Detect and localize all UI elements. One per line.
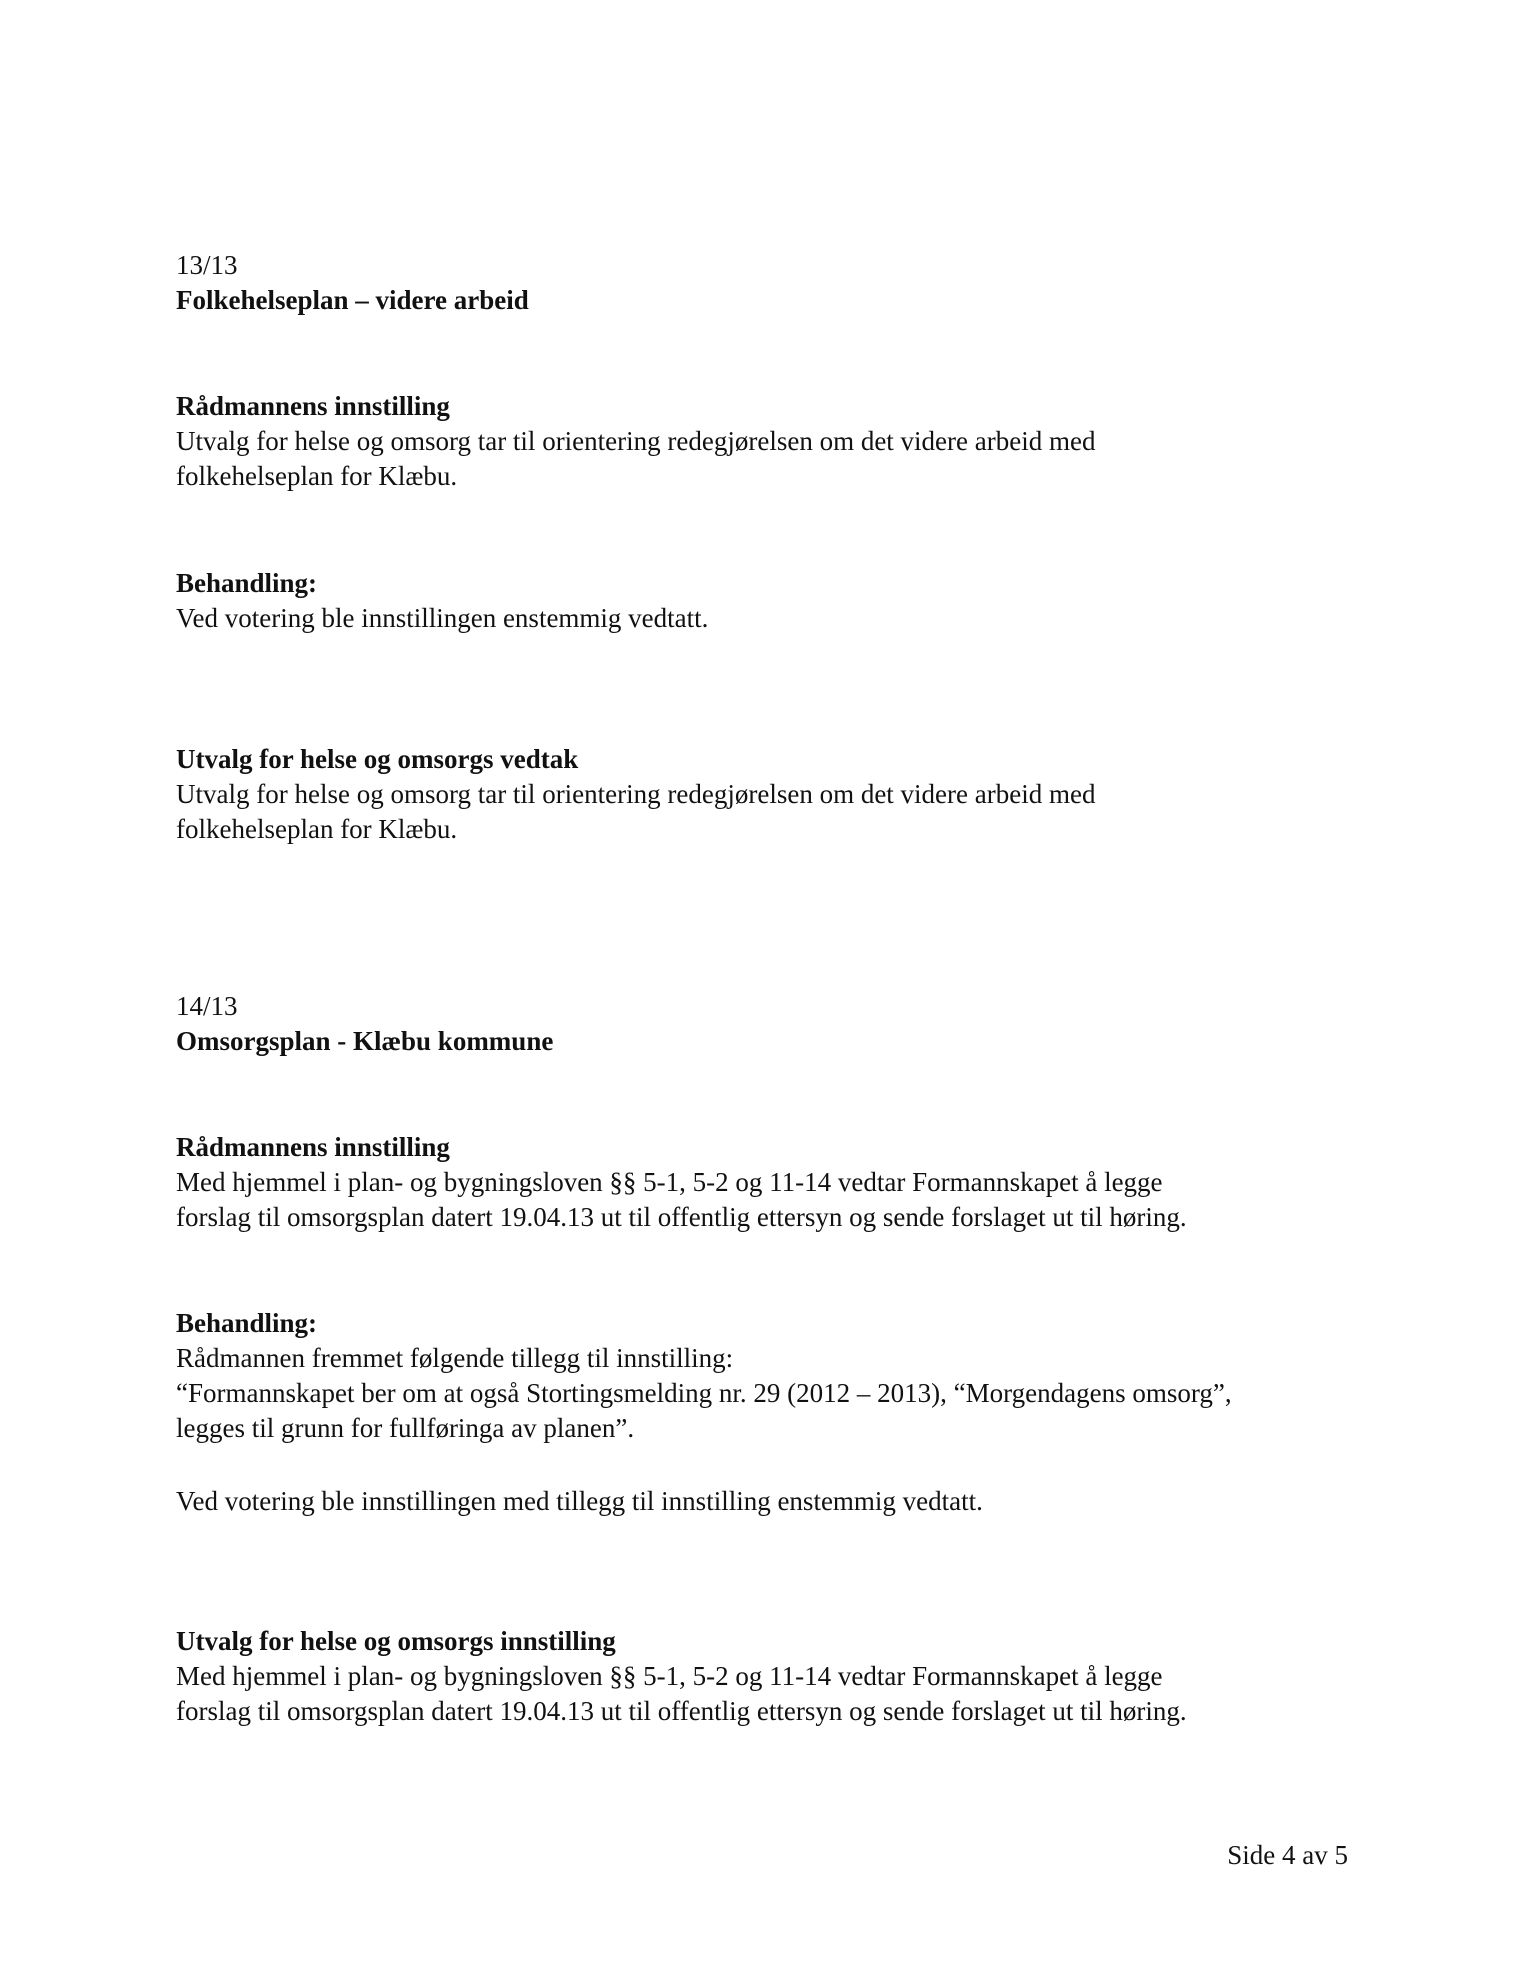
case-number: 13/13 [176, 250, 238, 280]
section-heading: Utvalg for helse og omsorgs innstilling [176, 1626, 616, 1656]
paragraph-line: Ved votering ble innstillingen med tillegg til innstilling enstemmig vedtatt. [176, 1486, 983, 1516]
section-heading: Behandling: [176, 568, 318, 598]
treatment-section-1 [176, 566, 1376, 636]
page-number: Side 4 av 5 [1227, 1840, 1348, 1870]
case-number: 14/13 [176, 991, 238, 1021]
decision-section-1 [176, 742, 1376, 847]
case-header-2 [176, 989, 1376, 1059]
treatment-section-2 [176, 1306, 1376, 1446]
paragraph-line: legges til grunn for fullføringa av planen”. [176, 1413, 635, 1443]
paragraph-line: folkehelseplan for Klæbu. [176, 461, 458, 491]
recommendation-section-1 [176, 389, 1376, 494]
paragraph-line: Med hjemmel i plan- og bygningsloven §§ 5-1, 5-2 og 11-14 vedtar Formannskapet å legge [176, 1167, 1163, 1197]
section-heading: Rådmannens innstilling [176, 1132, 450, 1162]
paragraph-line: forslag til omsorgsplan datert 19.04.13 ut til offentlig ettersyn og sende forslaget ut til høring. [176, 1696, 1187, 1726]
case-title: Omsorgsplan - Klæbu kommune [176, 1026, 554, 1056]
section-heading: Utvalg for helse og omsorgs vedtak [176, 744, 579, 774]
paragraph-line: folkehelseplan for Klæbu. [176, 814, 458, 844]
section-heading: Behandling: [176, 1308, 318, 1338]
paragraph-line: Utvalg for helse og omsorg tar til orientering redegjørelsen om det videre arbeid med [176, 426, 1096, 456]
case-title: Folkehelseplan – videre arbeid [176, 285, 529, 315]
paragraph-line: forslag til omsorgsplan datert 19.04.13 ut til offentlig ettersyn og sende forslaget ut til høring. [176, 1202, 1187, 1232]
case-header-1 [176, 248, 1376, 318]
paragraph-line: Ved votering ble innstillingen enstemmig vedtatt. [176, 603, 709, 633]
paragraph-line: Med hjemmel i plan- og bygningsloven §§ 5-1, 5-2 og 11-14 vedtar Formannskapet å legge [176, 1661, 1163, 1691]
paragraph-line: Utvalg for helse og omsorg tar til orientering redegjørelsen om det videre arbeid med [176, 779, 1096, 809]
paragraph-line: Rådmannen fremmet følgende tillegg til innstilling: [176, 1343, 734, 1373]
section-heading: Rådmannens innstilling [176, 391, 450, 421]
paragraph-line: “Formannskapet ber om at også Stortingsmelding nr. 29 (2012 – 2013), “Morgendagens omsorg”, [176, 1378, 1232, 1408]
committee-section-2 [176, 1624, 1376, 1729]
recommendation-section-2 [176, 1130, 1376, 1235]
vote-result-2 [176, 1484, 1376, 1519]
